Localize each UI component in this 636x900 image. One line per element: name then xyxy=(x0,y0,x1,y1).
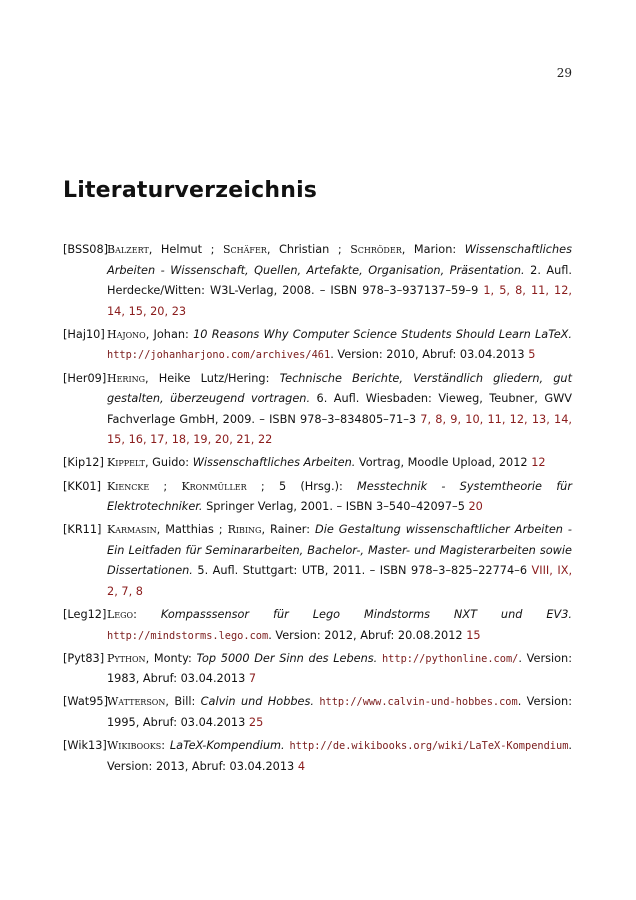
backref-link[interactable]: , 13 xyxy=(524,413,546,426)
author: Hajono xyxy=(107,327,146,341)
backrefs xyxy=(468,500,482,513)
bib-title: Messtechnik - Systemtheorie für Elektrotechniker. xyxy=(107,479,572,514)
author-rest: , Christian ; xyxy=(266,243,351,256)
bib-key: [Pyt83] xyxy=(63,651,105,665)
author-rest: , Monty: xyxy=(145,651,192,665)
backref-link[interactable]: , 21 xyxy=(229,433,251,446)
page-number: 29 xyxy=(556,66,572,80)
backref-link[interactable]: , 19 xyxy=(186,433,208,446)
backref-link[interactable]: , 14 xyxy=(546,413,568,426)
bib-body xyxy=(107,453,572,474)
backref-link[interactable]: , 12 xyxy=(502,413,524,426)
bib-body xyxy=(107,240,572,322)
backref-link[interactable]: 7 xyxy=(248,672,257,686)
author: Python xyxy=(107,651,146,665)
backref-link[interactable]: 7 xyxy=(420,412,428,426)
backref-link[interactable]: VIII xyxy=(531,564,550,578)
author: Balzert xyxy=(107,243,149,256)
backref-link[interactable]: , 20 xyxy=(208,433,230,446)
author: Kiencke xyxy=(107,479,150,493)
author-rest: , Bill: xyxy=(165,695,196,709)
bib-entry-bss08 xyxy=(63,240,572,322)
backref-link[interactable]: , 15 xyxy=(107,413,572,447)
author: Hering xyxy=(107,371,146,385)
bib-entry-wat95 xyxy=(63,692,572,733)
bib-url-link[interactable]: http://pythonline.com/ xyxy=(381,652,519,665)
backref-link[interactable]: , 7 xyxy=(114,585,128,598)
backref-link[interactable]: , 15 xyxy=(121,305,143,318)
bib-details: . Version: 2010, Abruf: 03.04.2013 xyxy=(330,348,525,362)
author: Lego xyxy=(107,608,134,622)
backref-link[interactable]: , 9 xyxy=(442,413,457,426)
author: Watterson xyxy=(107,695,166,709)
bib-details: . Version: 1995, Abruf: 03.04.2013 xyxy=(107,695,573,730)
bib-details: 2. Aufl. Herdecke/Witten: W3L-Verlag, 2008. – ISBN 978–3–937137–59–9 xyxy=(107,263,573,298)
backrefs xyxy=(249,716,263,729)
bib-key: [KK01] xyxy=(63,479,102,493)
backref-link[interactable]: , 8 xyxy=(129,585,143,598)
bib-title: Kompasssensor für Lego Mindstorms NXT und EV3. xyxy=(160,608,572,622)
bib-details: Vortrag, Moodle Upload, 2012 xyxy=(358,456,528,470)
bib-details: Springer Verlag, 2001. – ISBN 3–540–42097–5 xyxy=(206,500,465,514)
bib-details: . Version: 2012, Abruf: 20.08.2012 xyxy=(268,628,463,642)
author: Kronmüller xyxy=(181,479,247,493)
backref-link[interactable]: , IX xyxy=(549,564,568,577)
bib-entry-wik13 xyxy=(63,736,572,777)
author: Kippelt xyxy=(107,456,145,470)
bib-key: [Her09] xyxy=(63,371,107,385)
backref-link[interactable]: , 18 xyxy=(165,433,187,446)
bib-title: Wissenschaftliches Arbeiten - Wissenschaft, Quellen, Artefakte, Organisation, Präsentation. xyxy=(107,243,572,277)
bib-body xyxy=(107,649,572,690)
backref-link[interactable]: , 14 xyxy=(107,284,572,318)
bib-key: [Leg12] xyxy=(63,608,107,622)
author: Schäfer xyxy=(223,243,267,256)
bib-key: [Wik13] xyxy=(63,739,107,753)
author-rest: , Heike Lutz/Hering: xyxy=(145,371,270,385)
author-rest: , Rainer: xyxy=(261,523,311,537)
backref-link[interactable]: 25 xyxy=(248,716,264,730)
bib-body xyxy=(107,477,572,518)
backrefs xyxy=(298,760,305,773)
bib-body xyxy=(107,736,572,777)
bib-entry-pyt83 xyxy=(63,649,572,690)
bib-key: [BSS08] xyxy=(63,243,109,256)
bib-title: LaTeX-Kompendium. xyxy=(169,739,285,753)
backref-link[interactable]: , 8 xyxy=(506,284,522,297)
author: Ribing xyxy=(227,523,262,537)
bib-key: [Kip12] xyxy=(63,456,104,470)
bib-title: Technische Berichte, Verständlich gliedern, gut gestalten, überzeugend vortragen. xyxy=(107,371,573,406)
author: Karmasin xyxy=(107,523,157,537)
page-title: Literaturverzeichnis xyxy=(63,178,318,203)
bib-title: Die Gestaltung wissenschaftlicher Arbeiten - Ein Leitfaden für Seminararbeiten, Bachelor-, Master- und Magisterarbeiten sowie Dissertationen. xyxy=(107,523,572,578)
bib-body xyxy=(107,605,572,646)
author-rest: ; 5 (Hrsg.): xyxy=(246,479,343,493)
author-rest: , Guido: xyxy=(144,456,190,470)
author-rest: , Helmut ; xyxy=(148,243,223,256)
author-rest: , Matthias ; xyxy=(156,523,228,537)
backref-link[interactable]: , 5 xyxy=(491,284,507,297)
backref-link[interactable]: , 11 xyxy=(480,413,502,426)
backrefs xyxy=(249,672,256,685)
bib-details: . Version: 1983, Abruf: 03.04.2013 xyxy=(107,651,572,686)
backrefs xyxy=(531,456,545,469)
bibliography-list xyxy=(63,240,572,780)
backrefs xyxy=(466,629,480,642)
author-rest: : xyxy=(161,739,166,753)
author: Schröder xyxy=(350,243,402,256)
backref-link[interactable]: , 10 xyxy=(457,413,479,426)
bib-body xyxy=(107,520,572,602)
backref-link[interactable]: , 2 xyxy=(107,564,572,598)
bib-key: [Wat95] xyxy=(63,695,108,709)
bib-body xyxy=(107,325,572,366)
bib-key: [KR11] xyxy=(63,523,102,537)
bib-url-link[interactable]: http://de.wikibooks.org/wiki/LaTeX-Kompendium xyxy=(289,740,569,753)
bib-body xyxy=(107,692,572,733)
bib-entry-haj10 xyxy=(63,325,572,366)
bib-title: Wissenschaftliches Arbeiten. xyxy=(192,456,356,470)
author-rest: , Johan: xyxy=(145,327,189,341)
bib-entry-leg12 xyxy=(63,605,572,646)
backref-link[interactable]: 5 xyxy=(528,348,536,362)
bib-details: 5. Aufl. Stuttgart: UTB, 2011. – ISBN 978–3–825–22774–6 xyxy=(197,564,528,578)
bib-details: 6. Aufl. Wiesbaden: Vieweg, Teubner, GWV Fachverlage GmbH, 2009. – ISBN 978–3–834805–71–3 xyxy=(107,392,572,426)
backref-link[interactable]: 4 xyxy=(297,759,306,773)
bib-url-link[interactable]: http://www.calvin-und-hobbes.com xyxy=(319,696,518,709)
bib-body xyxy=(107,369,572,451)
backref-link[interactable]: , 16 xyxy=(121,433,143,446)
author-rest: : xyxy=(133,608,137,622)
author-rest: ; xyxy=(149,479,182,493)
bib-details: . Version: 2013, Abruf: 03.04.2013 xyxy=(107,739,572,773)
backref-link[interactable]: 12 xyxy=(531,456,546,470)
bib-entry-kk01 xyxy=(63,477,572,518)
bib-url-link[interactable]: http://mindstorms.lego.com xyxy=(107,629,269,642)
bib-entry-kr11 xyxy=(63,520,572,602)
bib-title: Calvin und Hobbes. xyxy=(200,695,314,709)
backref-link[interactable]: , 22 xyxy=(251,433,273,446)
backref-link[interactable]: , 17 xyxy=(143,433,165,446)
backref-link[interactable]: 1 xyxy=(483,284,491,298)
author-rest: , Marion: xyxy=(401,243,457,256)
backref-link[interactable]: , 11 xyxy=(522,284,545,297)
bib-key: [Haj10] xyxy=(63,327,105,341)
bib-title: 10 Reasons Why Computer Science Students Should Learn LaTeX. xyxy=(193,327,572,341)
bib-entry-her09 xyxy=(63,369,572,451)
backref-link[interactable]: 20 xyxy=(468,500,483,514)
bib-entry-kip12 xyxy=(63,453,572,474)
backref-link[interactable]: , 20 xyxy=(143,305,165,318)
backrefs xyxy=(528,348,535,361)
bib-title: Top 5000 Der Sinn des Lebens. xyxy=(196,651,378,665)
backref-link[interactable]: , 23 xyxy=(165,305,187,318)
bib-url-link[interactable]: http://johanharjono.com/archives/461 xyxy=(107,349,331,362)
backref-link[interactable]: 15 xyxy=(466,628,481,642)
author: Wikibooks xyxy=(107,739,162,753)
backref-link[interactable]: , 8 xyxy=(427,413,442,426)
backref-link[interactable]: , 12 xyxy=(545,284,568,297)
